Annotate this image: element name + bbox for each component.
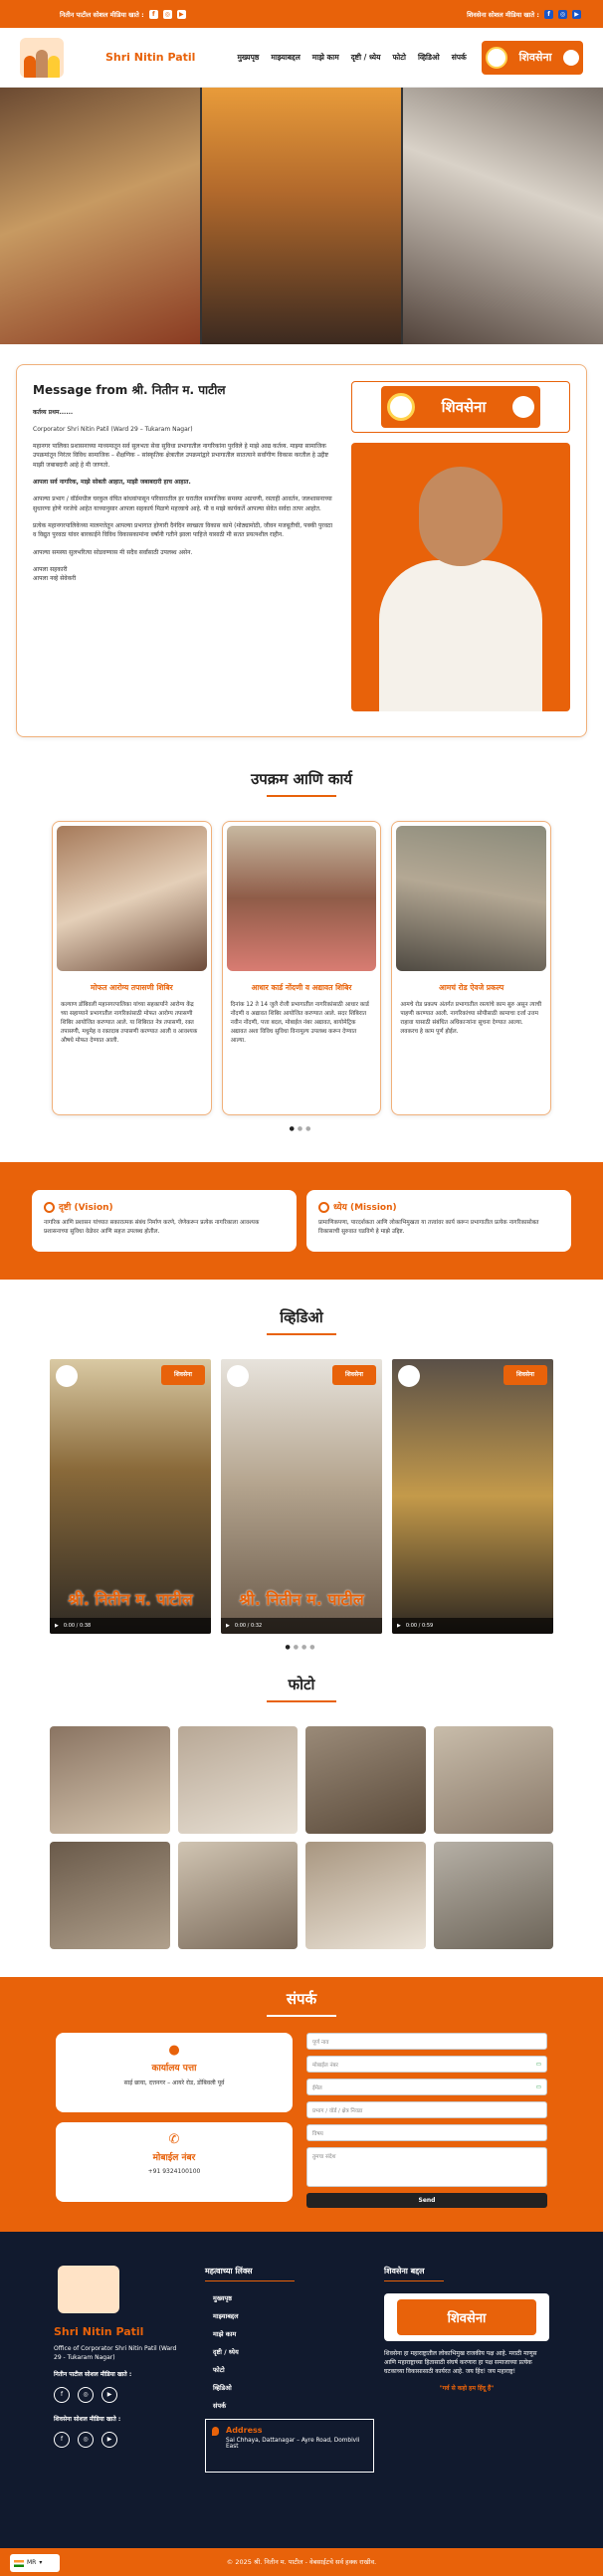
nav-home[interactable]: मुख्यपृष्ठ xyxy=(237,52,260,62)
india-flag-icon xyxy=(14,2560,24,2567)
footer-link[interactable]: संपर्क xyxy=(213,2402,227,2410)
logo-watermark xyxy=(398,1365,420,1387)
autofill-icon: ▭ xyxy=(535,2083,541,2090)
message-paragraph: आपल्या प्रभाग / वॉर्डमधील घरकुल वंचित बांधवांपासून परिवारातील हर घरातील सामाजिक समस्या अडचणी, रस्ताही आवर्तन, जलशासनाच्या सुधारणा होणे गरजेचे आहेत याच्यानुसार आपला सहकार्य मिळणे महत्त्वाचे आहे. मी व माझे कार्यकर्ते आपल्या सेवेत सर्वदा तत्पर आहोत. xyxy=(33,495,332,512)
play-icon[interactable]: ▶ xyxy=(226,1623,230,1629)
site-logo[interactable] xyxy=(20,38,64,78)
footer-link[interactable]: मुख्यपृष्ठ xyxy=(213,2294,232,2302)
section-title: व्हिडिओ xyxy=(0,1307,603,1335)
instagram-icon[interactable]: ◎ xyxy=(559,10,566,18)
ward-select[interactable]: प्रभाग / वॉर्ड / क्षेत्र निवडा xyxy=(306,2101,547,2118)
video-player[interactable]: शिवसेना ▶ 0:00 / 0:59 xyxy=(392,1359,553,1634)
contact-form xyxy=(306,2033,547,2208)
footer-link[interactable]: व्हिडिओ xyxy=(213,2384,232,2392)
footer-quote: "गर्व से कहो हम हिंदू हैं" xyxy=(439,2385,495,2392)
footer-link[interactable]: माझे काम xyxy=(213,2330,237,2338)
location-pin-icon xyxy=(212,2427,219,2436)
location-pin-icon: ● xyxy=(168,2043,180,2058)
work-card[interactable] xyxy=(222,821,382,1115)
instagram-icon[interactable]: ◎ xyxy=(78,2387,94,2403)
gallery-photo[interactable] xyxy=(178,1726,299,1834)
gallery-photo[interactable] xyxy=(305,1726,426,1834)
message-designation: Corporator Shri Nitin Patil (Ward 29 – Tukaram Nagar) xyxy=(33,425,193,433)
footer-about-text: शिवसेना हा महाराष्ट्रातील लोकाभिमुख राजकीय पक्ष आहे. मराठी माणूस आणि महाराष्ट्राच्या हितासाठी संघर्ष करणारा हा पक्ष समाजाच्या प्रत्येक घटकाच्या विकासासाठी कार्यरत आहे. जय हिंद! जय महाराष्ट्र! xyxy=(384,2350,537,2375)
message-textarea[interactable]: तुमचा संदेश xyxy=(306,2147,547,2187)
work-card-title: आमचं रोड ऐवजे प्रकल्प xyxy=(439,983,504,992)
bow-arrow-icon xyxy=(563,50,579,66)
work-card-title: आधार कार्ड नोंदणी व अद्यावत शिबिर xyxy=(251,983,352,992)
work-card-text: आमचे रोड प्रकल्प अंतर्गत प्रभागातील रस्त्यांचे काम सुरु असून त्याची पाहणी करण्यात आली. नागरिकांच्या सोयीसाठी कामाचा दर्जा उत्तम राहावा यासाठी संबंधित अधिकाऱ्यांना सूचना देण्यात आल्या. लवकरच हे काम पूर्ण होईल. xyxy=(400,1002,542,1035)
nav-vision[interactable]: दृष्टी / ध्येय xyxy=(350,52,381,62)
message-paragraph: आपल्या समस्या सुलभरित्या सोडवण्यास मी सदैव सर्वांसाठी उपलब्ध असेन. xyxy=(33,548,193,556)
top-bar xyxy=(0,0,603,28)
section-title: उपक्रम आणि कार्य xyxy=(0,769,603,797)
logo-watermark xyxy=(227,1365,249,1387)
work-card[interactable] xyxy=(391,821,551,1115)
shivsena-banner: शिवसेना xyxy=(384,2293,549,2341)
message-paragraph: प्रत्येक महानगरपालिकेच्या मालमत्तेतून आपल्या प्रभागात होणारी दैनंदिन स्वच्छता विकास कामे (मोठ्यामोठी, जीवन मजबूतीची, पक्की पुरवठा व विद्युत पुरवठा यांवर बारकाईने विविध विकासकामांना वर्षांनी गतीने झाला पाहिजे यासाठी मी सतत प्रयत्नशील राहीन. xyxy=(33,521,333,539)
contact-section xyxy=(0,1977,603,2232)
message-kicker: कर्तव्य प्रथम...... xyxy=(33,408,74,416)
mobile-box: ✆ मोबाईल नंबर +91 9324100100 xyxy=(56,2122,293,2202)
footer-office: Office of Corporator Shri Nitin Patil (Ward 29 - Tukaram Nagar) xyxy=(54,2345,177,2361)
mobile-input[interactable]: मोबाईल नंबर ▭ xyxy=(306,2056,547,2073)
footer-link[interactable]: फोटो xyxy=(213,2366,225,2374)
footer-link[interactable]: माझ्याबद्दल xyxy=(213,2312,239,2320)
target-icon xyxy=(318,1202,329,1213)
main-nav xyxy=(237,53,466,63)
email-input[interactable]: ईमेल ▭ xyxy=(306,2079,547,2095)
play-icon[interactable]: ▶ xyxy=(55,1623,59,1629)
name-input[interactable]: पूर्ण नाव xyxy=(306,2033,547,2050)
copyright-bar: © 2025 श्री. नितीन म. पाटील - वेबसाईटचे सर्व हक्क राखीव. MR ▾ xyxy=(0,2548,603,2576)
section-title: फोटो xyxy=(0,1675,603,1702)
video-player[interactable]: शिवसेना श्री. नितीन म. पाटील ▶ 0:00 / 0:38 xyxy=(50,1359,211,1634)
site-header xyxy=(0,28,603,88)
gallery-photo[interactable] xyxy=(178,1842,299,1949)
vision-mission-band xyxy=(0,1162,603,1280)
chevron-down-icon: ▾ xyxy=(39,2559,43,2566)
emblem-icon xyxy=(486,47,507,69)
facebook-icon[interactable]: f xyxy=(54,2432,70,2448)
hero-photo xyxy=(202,88,402,344)
message-title: Message from श्री. नितीन म. पाटील xyxy=(33,383,226,397)
nav-about[interactable]: माझ्याबद्दल xyxy=(271,52,301,62)
work-card-text: दिनांक 12 ते 14 जुलै रोजी प्रभागातील नागरिकांसाठी आधार कार्ड नोंदणी व अद्यावत शिबिर आयोजित करण्यात आले. सदर शिबिरात नवीन नोंदणी, पत्ता बदल, मोबाईल नंबर अद्यावत, बायोमेट्रिक अद्यावत अशा विविध सुविधा विनामूल्य उपलब्ध करून देण्यात आल्या. xyxy=(230,1002,369,1044)
language-selector[interactable]: MR ▾ xyxy=(10,2554,60,2572)
footer-link[interactable]: दृष्टी / ध्येय xyxy=(213,2348,239,2356)
mission-box: ध्येय (Mission) प्रामाणिकपणा, पारदर्शकता आणि लोकाभिमुखता या तत्त्वांवर कार्य करून प्रभागातील प्रत्येक नागरिकासोबत विकासाची सुरुवात घडविणे हे माझे उद्दिष्ट. xyxy=(306,1190,571,1252)
shivsena-banner: शिवसेना xyxy=(351,381,570,433)
logo-watermark xyxy=(56,1365,78,1387)
footer-links-title: महत्वाच्या लिंक्स xyxy=(205,2267,253,2276)
youtube-icon[interactable]: ▶ xyxy=(101,2387,117,2403)
footer-about-title: शिवसेना बद्दल xyxy=(384,2267,425,2276)
instagram-icon[interactable]: ◎ xyxy=(78,2432,94,2448)
hero-collage xyxy=(0,88,603,344)
emblem-icon xyxy=(387,393,415,421)
youtube-icon[interactable]: ▶ xyxy=(177,10,186,19)
photos-section xyxy=(0,1675,603,1949)
gallery-photo[interactable] xyxy=(305,1842,426,1949)
carousel-dots[interactable]: ●●●● xyxy=(285,1644,318,1651)
works-section xyxy=(0,769,603,1132)
vision-box: दृष्टी (Vision) नागरिक आणि प्रशासन यांच्यात सकारात्मक संबंध निर्माण करणे, जेणेकरून प्रत्येक नागरिकाला आवश्यक प्रशासनाच्या सुविधा वेळेवर आणि सहज उपलब्ध होतील. xyxy=(32,1190,297,1252)
gallery-photo[interactable] xyxy=(50,1842,170,1949)
facebook-icon[interactable]: f xyxy=(544,10,553,19)
gallery-photo[interactable] xyxy=(434,1726,554,1834)
subject-input[interactable]: विषय xyxy=(306,2124,547,2141)
office-address-box: ● कार्यालय पत्ता साई छाया, दत्तनगर – आयरे रोड, डोंबिवली पूर्व xyxy=(56,2033,293,2112)
video-player[interactable]: शिवसेना श्री. नितीन म. पाटील ▶ 0:00 / 0:32 xyxy=(221,1359,382,1634)
footer-brand: Shri Nitin Patil xyxy=(54,2325,144,2338)
autofill-icon: ▭ xyxy=(535,2061,541,2068)
site-footer: Shri Nitin Patil Office of Corporator Shri Nitin Patil (Ward 29 - Tukaram Nagar) नितीन पाटील सोशल मीडिया खाते : f ◎ ▶ शिवसेना सोशल मीडिया खाते : f ◎ ▶ महत्वाच्या लिंक्स मुख्यपृष्ठ माझ्याबद्दल माझे काम दृष्टी / ध्येय फोटो व्हिडिओ संपर्क Address Sai Chhaya, Dattanagar – Ayre Road, Dombivli East शिवसेना बद्दल शिवसेना शिवसेना हा महाराष्ट्रातील लोकाभिमुख राजकीय पक्ष आहे. मराठी माणूस आणि महाराष्ट्राच्या हितासाठी संघर्ष करणारा हा पक्ष समाजाच्या प्रत्येक घटकाच्या विकासासाठी कार्यरत आहे. जय हिंद! जय महाराष्ट्र! "गर्व से कहो हम हिंदू हैं" © 2025 श्री. नितीन म. पाटील - वेबसाईटचे सर्व हक्क राखीव. MR ▾ xyxy=(0,2232,603,2576)
work-card[interactable] xyxy=(52,821,212,1115)
footer-address-box: Address Sai Chhaya, Dattanagar – Ayre Road, Dombivli East xyxy=(205,2419,374,2473)
hero-photo xyxy=(0,88,200,344)
phone-icon: ✆ xyxy=(168,2132,180,2147)
message-highlight: आपला सर्व नागरिक, माझे सोबती आहात, माझी जबाबदारी हाच आहात. xyxy=(33,479,191,487)
youtube-icon[interactable]: ▶ xyxy=(572,10,581,19)
corporator-portrait xyxy=(351,443,570,711)
carousel-dots[interactable]: ●●● xyxy=(289,1125,314,1132)
send-button[interactable]: Send xyxy=(306,2193,547,2208)
message-card xyxy=(16,364,587,737)
shivsena-logo: शिवसेना xyxy=(482,41,583,75)
brand-name[interactable]: Shri Nitin Patil xyxy=(105,51,196,64)
facebook-icon[interactable]: f xyxy=(149,10,158,19)
gallery-photo[interactable] xyxy=(434,1842,554,1949)
message-sign: आपला नव्हे सेवेकरी xyxy=(33,575,77,583)
nav-photos[interactable]: फोटो xyxy=(392,52,406,62)
play-icon[interactable]: ▶ xyxy=(397,1623,401,1629)
work-card-text: कल्याण डोंबिवली महानगरपालिका यांच्या सहकार्याने आरोग्य केंद्र च्या सहाय्याने प्रभागातील नागरिकांसाठी मोफत आरोग्य तपासणी शिबिर आयोजित करण्यात आले. या शिबिरात नेत्र तपासणी, रक्त तपासणी, मधुमेह व रक्तदाब तपासणी करण्यात आली व आवश्यक औषधे मोफत देण्यात आली. xyxy=(61,1002,198,1044)
gallery-photo[interactable] xyxy=(50,1726,170,1834)
hero-photo xyxy=(403,88,603,344)
bow-arrow-icon xyxy=(512,396,534,418)
message-sign: आपला सहकारी xyxy=(33,565,68,573)
facebook-icon[interactable]: f xyxy=(54,2387,70,2403)
topbar-right-text: शिवसेना सोशल मीडिया खाते : xyxy=(467,10,539,19)
work-card-title: मोफत आरोग्य तपासणी शिबिर xyxy=(90,983,173,992)
eye-icon xyxy=(44,1202,55,1213)
youtube-icon[interactable]: ▶ xyxy=(101,2432,117,2448)
instagram-icon[interactable]: ◎ xyxy=(164,10,170,18)
nav-contact[interactable]: संपर्क xyxy=(451,52,467,62)
nav-videos[interactable]: व्हिडिओ xyxy=(417,52,440,62)
message-paragraph: महानगर पालिका प्रशासनाच्या माध्यमातून सर्व सुलभता सेवा सुविधा प्रभागातील नागरिकांना पुरविले हे माझे आद्य कर्तव्य. माझ्या सामाजिक उपक्रमांतून निरंतर विविध सामाजिक – शैक्षणिक – सांस्कृतिक क्षेत्रातील उपक्रमांद्वारे प्रभागातील सातत्याने सर्वांगीण विकास करतील हे उद्दीष्ट माझी जबाबदारी आहे हे मी जाणतो. xyxy=(33,443,329,469)
section-title: संपर्क xyxy=(56,1989,547,2017)
topbar-left-text: नितीन पाटील सोशल मीडिया खाते : xyxy=(60,10,144,19)
nav-work[interactable]: माझे काम xyxy=(311,52,339,62)
videos-section xyxy=(0,1307,603,1651)
footer-logo xyxy=(58,2266,119,2313)
